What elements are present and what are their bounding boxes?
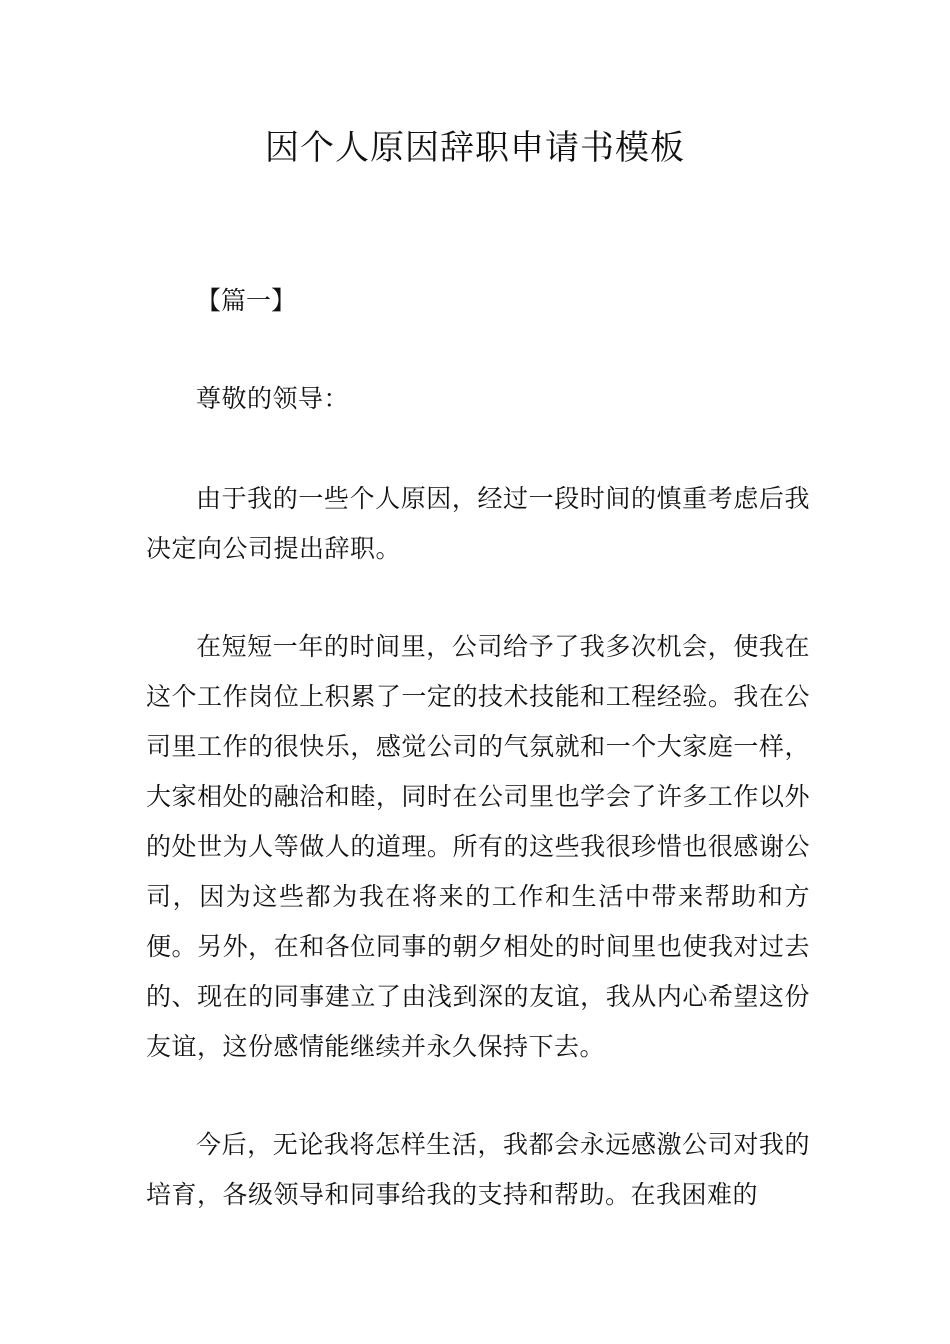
document-title: 因个人原因辞职申请书模板	[265, 128, 685, 168]
section-label: 【篇一】	[196, 286, 297, 315]
paragraph-1: 由于我的一些个人原因，经过一段时间的慎重考虑后我决定向公司提出辞职。	[146, 484, 810, 563]
salutation: 尊敬的领导：	[196, 384, 350, 413]
paragraph-3: 今后，无论我将怎样生活，我都会永远感激公司对我的培育，各级领导和同事给我的支持和帮助。在我困难的	[146, 1130, 810, 1209]
paragraph-2: 在短短一年的时间里，公司给予了我多次机会，使我在这个工作岗位上积累了一定的技术技能和工程经验。我在公司里工作的很快乐，感觉公司的气氛就和一个大家庭一样，大家相处的融洽和睦，同时在公司里也学会了许多工作以外的处世为人等做人的道理。所有的这些我很珍惜也很感谢公司，因为这些都为我在将来的工作和生活中带来帮助和方便。另外，在和各位同事的朝夕相处的时间里也使我对过去的、现在的同事建立了由浅到深的友谊，我从内心希望这份友谊，这份感情能继续并永久保持下去。	[146, 632, 810, 1061]
